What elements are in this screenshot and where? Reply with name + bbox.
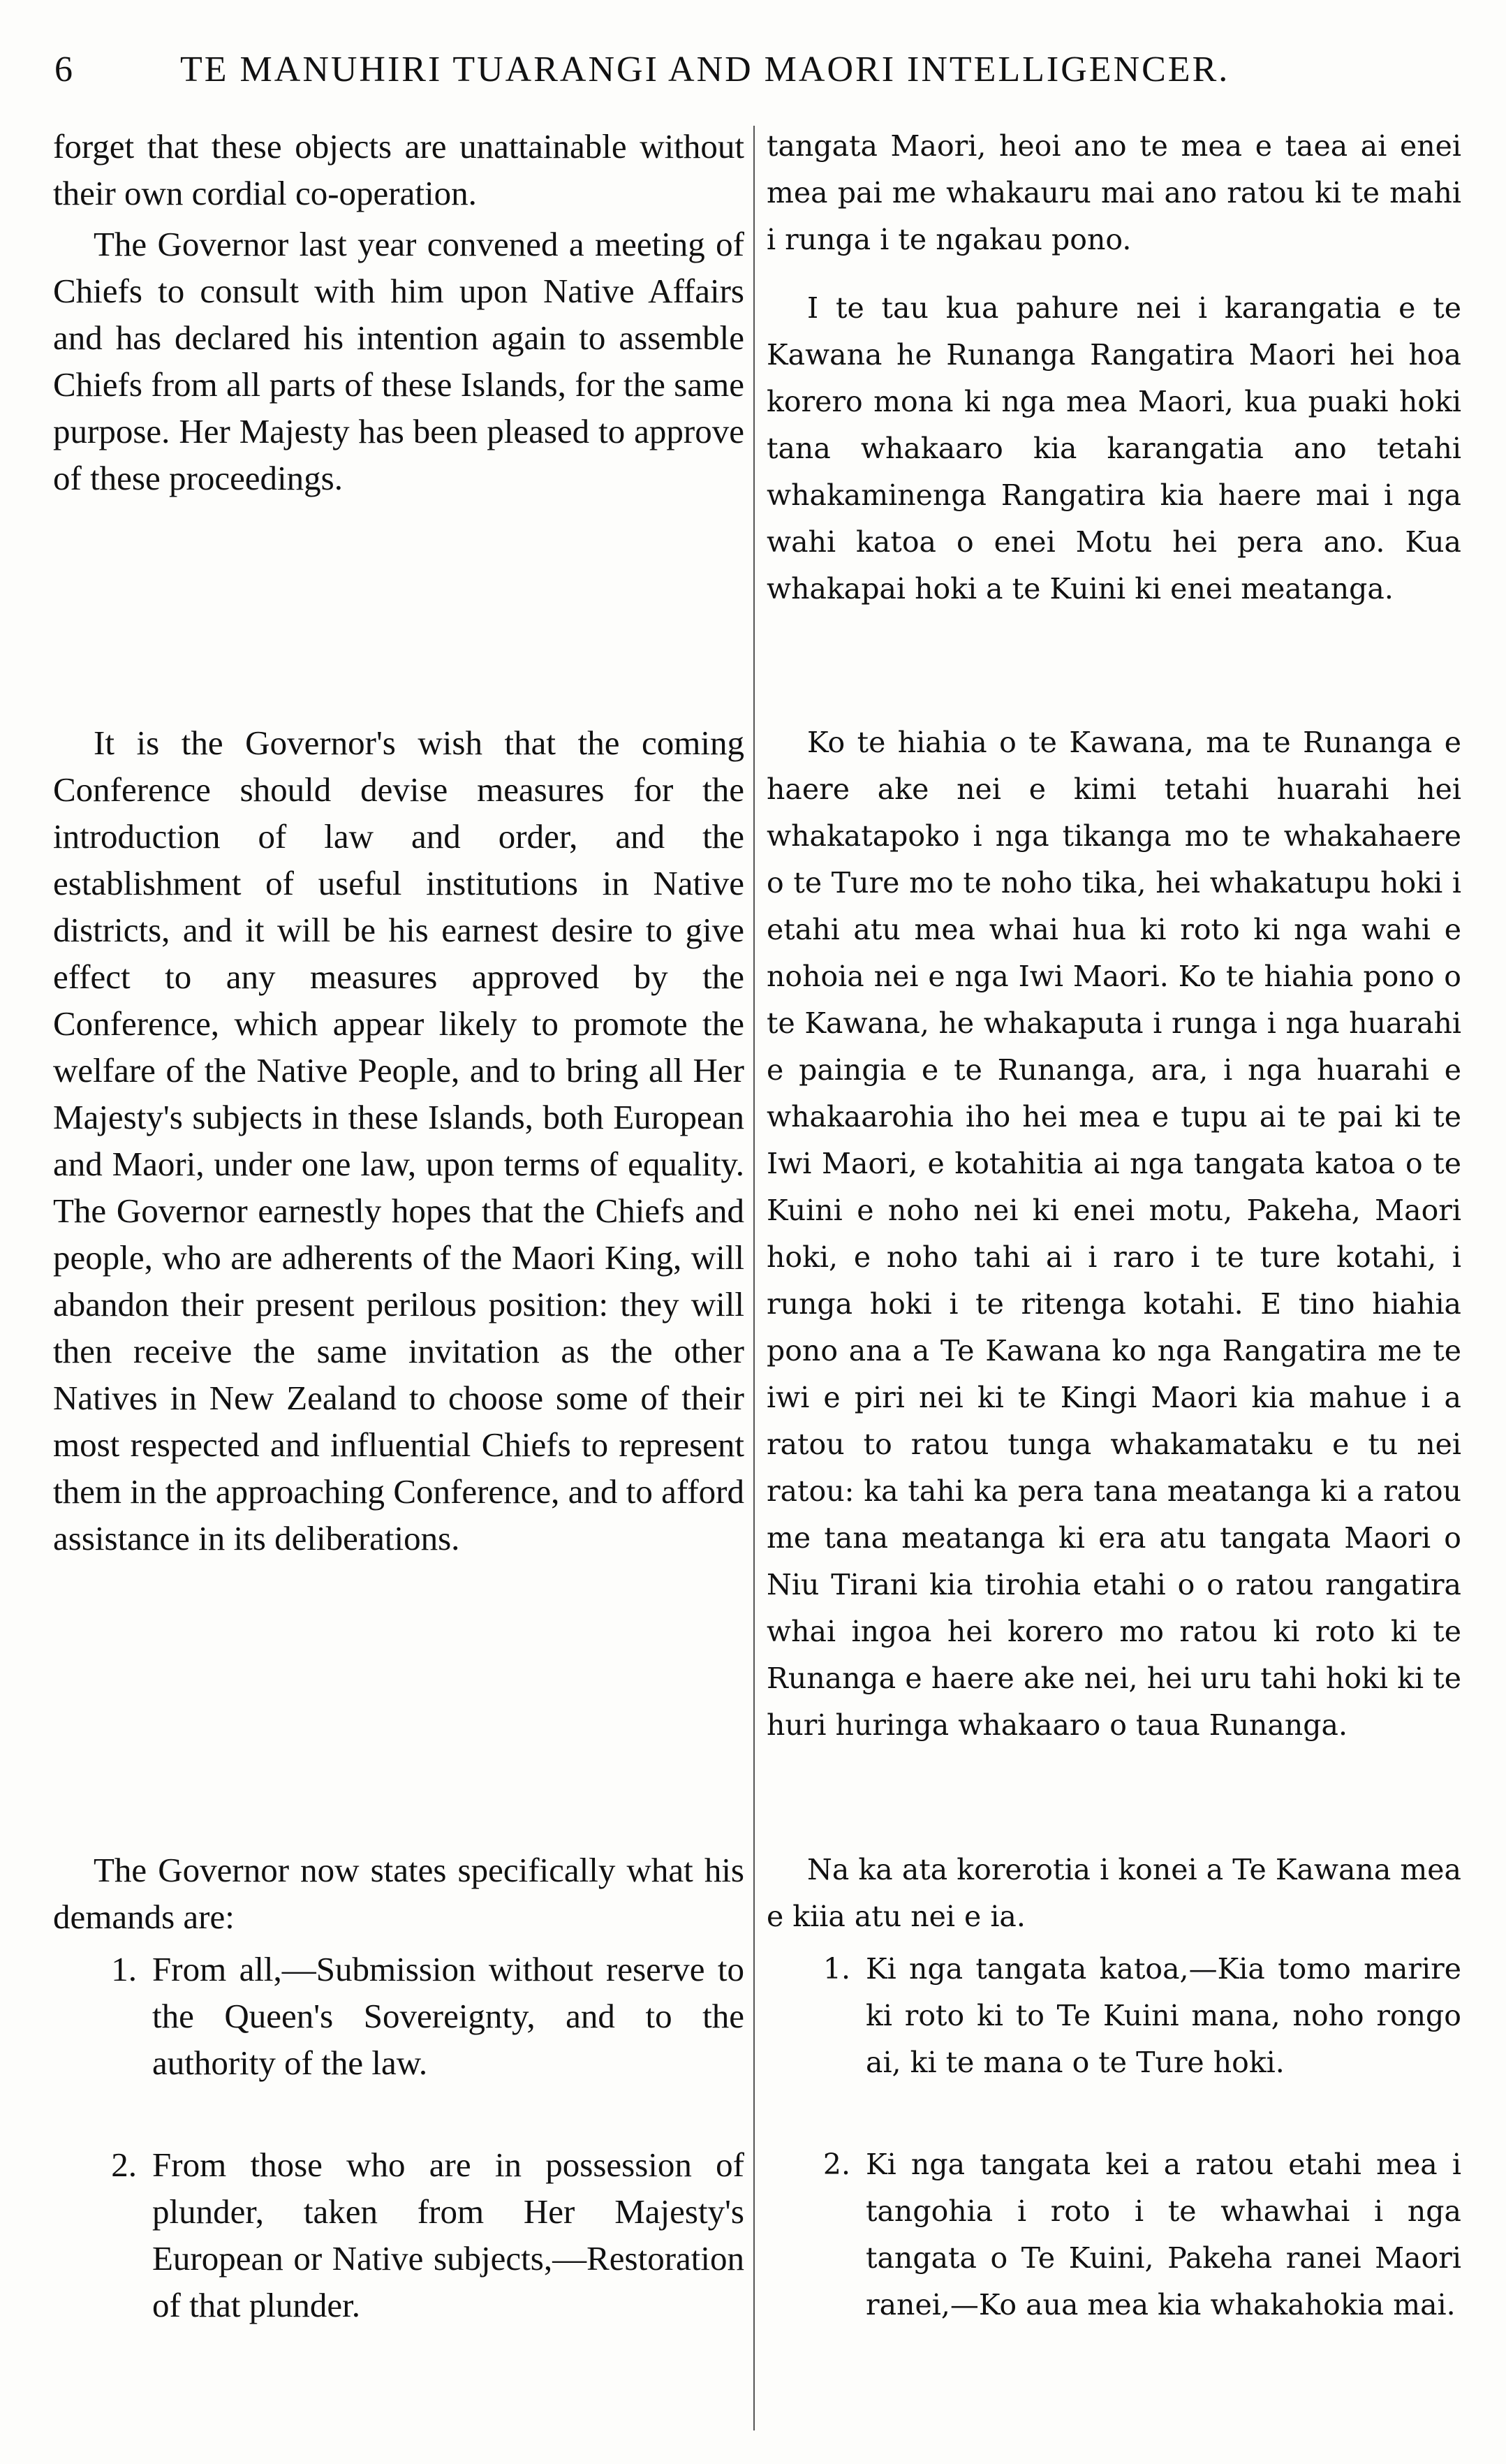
maori-list-item-2 bbox=[767, 2141, 1461, 2329]
list-number: 2. bbox=[111, 2146, 137, 2184]
list-number: 1. bbox=[111, 1950, 137, 1988]
maori-paragraph-4: Na ka ata korerotia i konei a Te Kawana mea e kiia atu nei e ia. bbox=[767, 1853, 1461, 1933]
maori-list-item-1 bbox=[767, 1946, 1461, 2086]
maori-paragraph-3: Ko te hiahia o te Kawana, ma te Runanga e haere ake nei e kimi tetahi huarahi hei whakatapoko i nga tikanga mo te whakahaere o te Ture mo te noho tika, hei whakatupu hoki i etahi atu mea whai hua ki roto ki nga wahi e nohoia nei e nga Iwi Maori. Ko te hiahia pono o te Kawana, he whakaputa i runga i nga huarahi e paingia e te Runanga, ara, i nga huarahi e whakaarohia iho hei mea e tupu ai te pai ki te Iwi Maori, e kotahitia ai nga tangata katoa o te Kuini e noho nei ki enei motu, Pakeha, Maori hoki, e noho tahi ai i raro i te ture kotahi, i runga hoki i te ritenga kotahi. E tino hiahia pono ana a Te Kawana ko nga Rangatira me te iwi e piri nei ki te Kingi Maori kia mahue i a ratou to ratou tunga whakamataku e tu nei ratou: ka tahi ka pera tana meatanga ki a ratou me tana meatanga ki era atu tangata Maori o Niu Tirani kia tirohia etahi o o ratou rangatira whai ingoa hei korero mo ratou ki roto ki te Runanga e haere ake nei, hei uru tahi hoki ki te huri huringa whakaaro o taua Runanga. bbox=[767, 726, 1461, 1742]
english-list-item-2 bbox=[53, 2141, 744, 2329]
maori-paragraph-2: I te tau kua pahure nei i karangatia e te Kawana he Runanga Rangatira Maori hei hoa korero mona ki nga mea Maori, kua puaki hoki tana whakaaro kia karangatia ano tetahi whakaminenga Rangatira kia haere mai i nga wahi katoa o enei Motu hei pera ano. Kua whakapai hoki a te Kuini ki enei meatanga. bbox=[767, 291, 1461, 606]
list-number: 2. bbox=[822, 2148, 850, 2181]
list-text: Ki nga tangata katoa,—Kia tomo marire ki roto ki to Te Kuini mana, noho rongo ai, ki te mana o te Ture hoki. bbox=[866, 1952, 1461, 2079]
running-title: TE MANUHIRI TUARANGI AND MAORI INTELLIGENCER. bbox=[180, 50, 1230, 89]
english-paragraph-1: forget that these objects are unattainable without their own cordial co-operation. bbox=[53, 127, 744, 212]
maori-paragraph-1: tangata Maori, heoi ano te mea e taea ai enei mea pai me whakauru mai ano ratou ki te mahi i runga i te ngakau pono. bbox=[767, 129, 1461, 256]
list-text: From all,—Submission without reserve to the Queen's Sovereignty, and to the authority of the law. bbox=[152, 1950, 744, 2082]
page-number: 6 bbox=[54, 50, 75, 89]
english-paragraph-4: The Governor now states specifically what his demands are: bbox=[53, 1851, 744, 1936]
english-list-item-1 bbox=[53, 1946, 744, 2086]
english-paragraph-3: It is the Governor's wish that the coming Conference should devise measures for the introduction of law and order, and the establishment of useful institutions in Native districts, and it will be his earnest desire to give effect to any measures approved by the Conference, which appear likely to promote the welfare of the Native People, and to bring all Her Majesty's subjects in these Islands, both European and Maori, under one law, upon terms of equality. The Governor earnestly hopes that the Chiefs and people, who are adherents of the Maori King, will abandon their present perilous position: they will then receive the same invitation as the other Natives in New Zealand to choose some of their most respected and influential Chiefs to represent them in the approaching Conference, and to afford assistance in its deliberations. bbox=[53, 724, 744, 1557]
page-header bbox=[54, 49, 1458, 112]
list-number: 1. bbox=[822, 1952, 850, 1986]
english-paragraph-2: The Governor last year convened a meeting of Chiefs to consult with him upon Native Affairs and has declared his intention again to assemble Chiefs from all parts of these Islands, for the same purpose. Her Majesty has been pleased to approve of these proceedings. bbox=[53, 225, 744, 497]
list-text: From those who are in possession of plunder, taken from Her Majesty's European or Native subjects,—Restoration of that plunder. bbox=[152, 2146, 744, 2324]
column-divider bbox=[753, 126, 755, 2430]
list-text: Ki nga tangata kei a ratou etahi mea i tangohia i roto i te whawhai i nga tangata o Te Kuini, Pakeha ranei Maori ranei,—Ko aua mea kia whakahokia mai. bbox=[866, 2148, 1461, 2322]
